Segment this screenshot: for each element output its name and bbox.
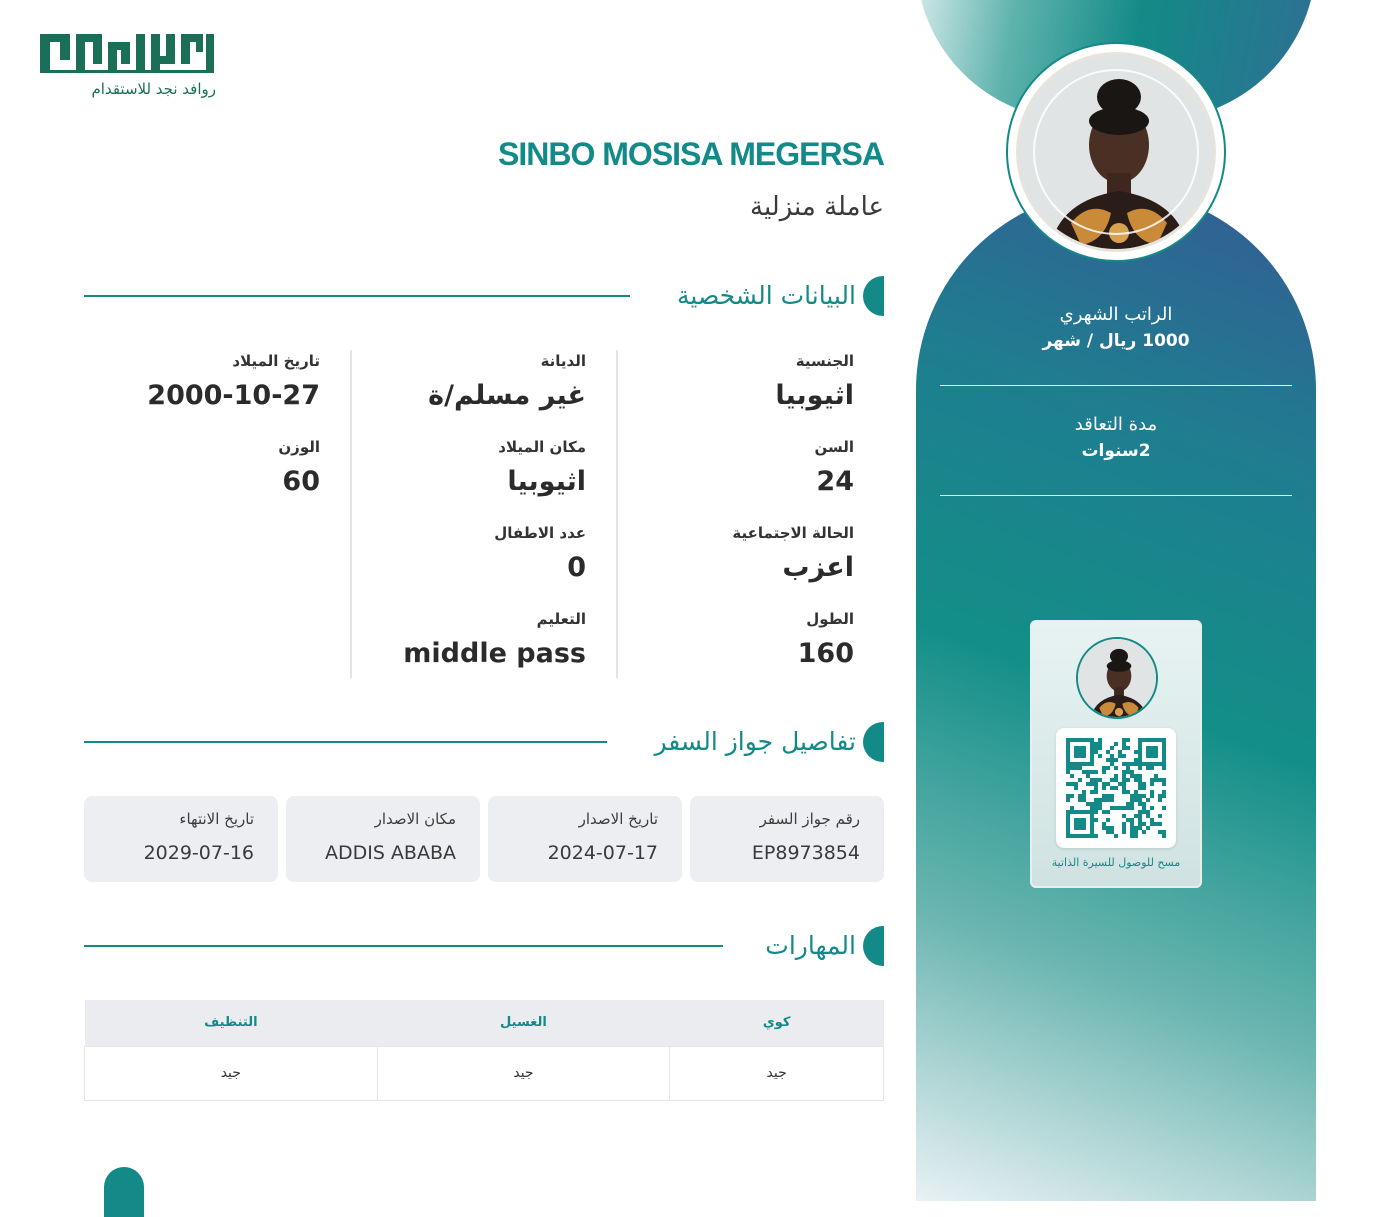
field-value: 2024-07-17 <box>547 842 658 864</box>
field-value: 2000-10-27 <box>147 380 320 411</box>
salary-label: الراتب الشهري <box>1059 304 1173 325</box>
candidate-job-title: عاملة منزلية <box>750 192 884 222</box>
field-value: اثيوبيا <box>507 466 586 497</box>
field-label: عدد الاطفال <box>494 524 586 542</box>
section-title: تفاصيل جواز السفر <box>654 727 856 756</box>
field-birth-place <box>498 436 586 522</box>
section-title: المهارات <box>765 931 856 960</box>
section-divider <box>84 295 630 297</box>
field-value: اعزب <box>782 552 854 583</box>
field-label: تاريخ الانتهاء <box>179 810 254 828</box>
skill-level-ironing: جيد <box>670 1046 884 1100</box>
passport-issue-date-card <box>488 796 682 882</box>
contract-label: مدة التعاقد <box>1074 414 1158 435</box>
skill-level-cleaning: جيد <box>85 1046 378 1100</box>
field-value: ADDIS ABABA <box>324 842 456 864</box>
skill-level-washing: جيد <box>377 1046 670 1100</box>
candidate-name: SINBO MOSISA MEGERSA <box>498 136 884 172</box>
personal-info-grid <box>84 350 884 678</box>
company-logo <box>40 30 216 102</box>
field-value: 160 <box>797 638 854 669</box>
passport-details <box>84 796 884 882</box>
personal-column <box>352 350 618 678</box>
salary-info <box>940 276 1292 386</box>
field-value: غير مسلم/ة <box>428 380 586 411</box>
section-header-personal <box>84 276 884 318</box>
field-value: 0 <box>567 552 586 583</box>
field-label: الوزن <box>278 438 320 456</box>
section-tab-marker <box>863 722 884 762</box>
skill-header-ironing: كوي <box>670 1000 884 1046</box>
field-label: الجنسية <box>795 352 854 370</box>
field-value: 24 <box>816 466 854 497</box>
qr-caption: مسح للوصول للسيرة الذاتية <box>1051 856 1181 869</box>
field-label: تاريخ الاصدار <box>578 810 658 828</box>
section-header-skills <box>84 926 884 968</box>
field-label: التعليم <box>536 610 586 628</box>
qr-code-icon[interactable] <box>1056 728 1176 848</box>
field-label: تاريخ الميلاد <box>232 352 320 370</box>
contract-value: 2سنوات <box>1081 441 1151 461</box>
field-label: الحالة الاجتماعية <box>732 524 854 542</box>
field-value: اثيوبيا <box>775 380 854 411</box>
field-value: 2029-07-16 <box>143 842 254 864</box>
passport-number-card <box>690 796 884 882</box>
field-label: مكان الاصدار <box>374 810 456 828</box>
section-divider <box>84 741 607 743</box>
logo-text: روافد نجد للاستقدام <box>91 80 216 98</box>
qr-card-avatar <box>1076 637 1158 719</box>
field-marital-status <box>732 522 854 608</box>
field-label: رقم جواز السفر <box>759 810 860 828</box>
field-birth-date <box>147 350 320 436</box>
field-height <box>798 608 854 694</box>
passport-issue-place-card <box>286 796 480 882</box>
salary-value: 1000 ريال / شهر <box>1042 331 1190 351</box>
field-weight <box>278 436 320 522</box>
field-nationality <box>775 350 854 436</box>
person-photo-icon <box>1019 55 1216 252</box>
skills-level-row <box>85 1046 884 1100</box>
decorative-pill <box>104 1167 144 1217</box>
section-tab-marker <box>863 276 884 316</box>
logo-mark-icon <box>40 30 216 78</box>
section-title: البيانات الشخصية <box>677 281 856 310</box>
section-tab-marker <box>863 926 884 966</box>
skill-header-washing: الغسيل <box>377 1000 670 1046</box>
skill-header-cleaning: التنظيف <box>85 1000 378 1046</box>
qr-card <box>1030 620 1202 888</box>
field-label: الديانة <box>540 352 586 370</box>
personal-column <box>86 350 352 678</box>
personal-column <box>618 350 884 678</box>
profile-photo <box>1016 52 1216 252</box>
field-label: مكان الميلاد <box>498 438 586 456</box>
field-religion <box>428 350 586 436</box>
field-label: السن <box>814 438 854 456</box>
skills-header-row <box>85 1000 884 1046</box>
avatar <box>1006 42 1226 262</box>
section-header-passport <box>84 722 884 764</box>
field-age <box>814 436 854 522</box>
field-value: middle pass <box>403 638 586 669</box>
section-divider <box>84 945 723 947</box>
field-children-count <box>494 522 586 608</box>
contract-info <box>940 386 1292 496</box>
skills-table <box>84 1000 884 1101</box>
field-value: EP8973854 <box>751 842 860 864</box>
person-photo-icon <box>1078 639 1158 719</box>
field-label: الطول <box>806 610 854 628</box>
field-value: 60 <box>282 466 320 497</box>
passport-expiry-date-card <box>84 796 278 882</box>
field-education <box>403 608 586 694</box>
